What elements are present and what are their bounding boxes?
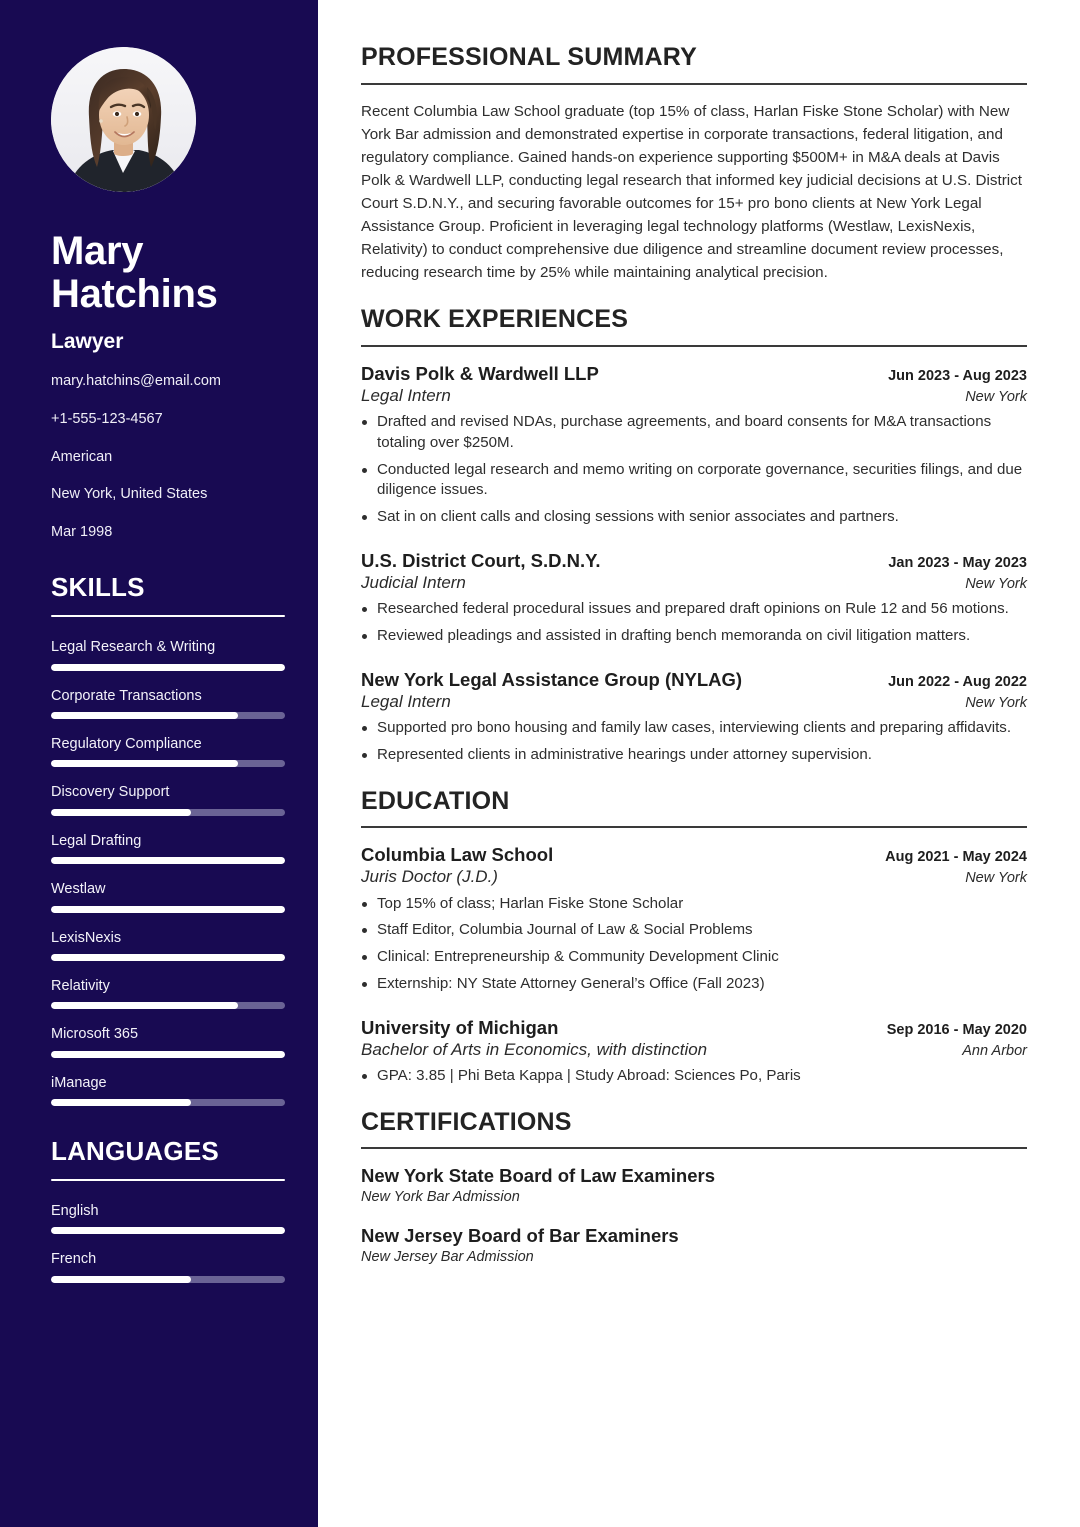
work-entry [361,549,1027,647]
skill-item [51,784,285,815]
education-entry-header [361,1016,1027,1039]
education-degree: Juris Doctor (J.D.) [361,867,498,887]
skill-level-fill [51,664,285,671]
contact-email: mary.hatchins@email.com [51,373,221,390]
skill-label: Corporate Transactions [51,687,202,704]
skill-level-bar [51,760,285,767]
skill-level-bar [51,1051,285,1058]
skill-level-fill [51,809,191,816]
summary-divider [361,83,1027,85]
avatar [51,47,196,192]
work-date-range: Jan 2023 - May 2023 [888,555,1027,572]
education-bullets [361,1066,1027,1087]
contact-birth-date: Mar 1998 [51,523,113,540]
certification-entry [361,1164,1027,1207]
work-entry [361,362,1027,528]
bullet-item: Clinical: Entrepreneurship & Community Development Clinic [361,947,1027,968]
work-location: New York [965,695,1027,712]
skill-item [51,1026,285,1057]
work-date-range: Jun 2022 - Aug 2022 [888,673,1027,690]
languages-heading: LANGUAGES [51,1136,219,1167]
skill-item [51,833,285,864]
work-entry-subheader [361,691,1027,713]
skill-level-fill [51,857,285,864]
summary-text: Recent Columbia Law School graduate (top 15% of class, Harlan Fiske Stone Scholar) with New York Bar admission and demonstrated expertise in corporate transactions, federal litigation, and regulatory compliance. Gained hands-on experience supporting $500M+ in M&A deals at Davis Polk & Wardwell LLP, conducting legal research that informed key judicial decisions at U.S. District Court S.D.N.Y., and securing favorable outcomes for 15+ pro bono clients at New York Legal Assistance Group. Proficient in leveraging legal technology platforms (Westlaw, LexisNexis, Relativity) to conduct comprehensive due diligence and streamline document review processes, reducing research time by 25% while maintaining analytical precision. [361,102,1022,282]
skill-level-bar [51,712,285,719]
job-title: Lawyer [51,330,124,354]
education-divider [361,826,1027,828]
skill-level-bar [51,906,285,913]
first-name: Mary [51,229,144,273]
work-entry-header [361,668,1027,691]
language-level-fill [51,1276,191,1283]
certifications-section [361,1109,1027,1267]
education-location: New York [965,870,1027,887]
work-location: New York [965,576,1027,593]
education-date-range: Aug 2021 - May 2024 [885,849,1027,866]
bullet-item: Drafted and revised NDAs, purchase agreements, and board consents for M&A transactions totaling over $250M. [361,412,1027,454]
skill-level-bar [51,1002,285,1009]
bullet-item: Represented clients in administrative hearings under attorney supervision. [361,745,1027,766]
work-entry-header [361,549,1027,572]
languages-list [51,1203,285,1283]
summary-section [361,44,1027,284]
skill-level-fill [51,1002,238,1009]
skill-level-fill [51,712,238,719]
bullet-item: GPA: 3.85 | Phi Beta Kappa | Study Abroad: Sciences Po, Paris [361,1066,1027,1087]
skill-level-bar [51,954,285,961]
skill-level-fill [51,760,238,767]
work-bullets [361,599,1027,647]
skill-level-fill [51,1051,285,1058]
skill-label: Regulatory Compliance [51,735,202,752]
contact-location: New York, United States [51,486,208,503]
work-role: Judicial Intern [361,573,466,593]
languages-divider [51,1179,285,1181]
contact-nationality: American [51,448,113,465]
work-heading: WORK EXPERIENCES [361,305,629,334]
bullet-item: Sat in on client calls and closing sessions with senior associates and partners. [361,507,1027,528]
skill-label: Microsoft 365 [51,1026,139,1043]
work-role: Legal Intern [361,385,451,405]
certification-subtitle: New Jersey Bar Admission [361,1249,534,1266]
bullet-item: Supported pro bono housing and family law cases, interviewing clients and preparing affidavits. [361,718,1027,739]
education-institution: University of Michigan [361,1016,559,1038]
education-entry [361,843,1027,995]
bullet-item: Conducted legal research and memo writing on corporate governance, securities filings, and due diligence issues. [361,460,1027,502]
education-entry-subheader [361,1039,1027,1061]
work-date-range: Jun 2023 - Aug 2023 [888,367,1027,384]
summary-heading: PROFESSIONAL SUMMARY [361,43,697,71]
skill-level-bar [51,664,285,671]
work-bullets [361,412,1027,528]
work-role: Legal Intern [361,692,451,712]
language-item [51,1251,285,1282]
bullet-item: Researched federal procedural issues and prepared draft opinions on Rule 12 and 56 motions. [361,599,1027,620]
last-name: Hatchins [51,272,218,317]
education-entry-subheader [361,866,1027,888]
skills-list [51,639,285,1106]
sidebar [0,0,318,1527]
work-organization: Davis Polk & Wardwell LLP [361,362,599,384]
bullet-item: Top 15% of class; Harlan Fiske Stone Scholar [361,894,1027,915]
certification-entry [361,1224,1027,1267]
skills-divider [51,615,285,617]
language-label: French [51,1251,97,1268]
contact-phone: +1-555-123-4567 [51,410,163,427]
skill-label: Westlaw [51,881,106,898]
education-location: Ann Arbor [962,1043,1027,1060]
education-heading: EDUCATION [361,786,510,815]
education-institution: Columbia Law School [361,844,554,866]
work-organization: New York Legal Assistance Group (NYLAG) [361,668,743,690]
skill-level-fill [51,906,285,913]
skills-heading: SKILLS [51,572,145,603]
skill-level-bar [51,809,285,816]
certification-subtitle: New York Bar Admission [361,1189,520,1206]
languages-section [51,1136,285,1283]
skill-label: LexisNexis [51,929,122,946]
portrait-photo-icon [51,47,196,192]
skill-label: Legal Drafting [51,832,142,849]
certifications-heading: CERTIFICATIONS [361,1107,572,1136]
language-level-bar [51,1276,285,1283]
skill-item [51,978,285,1009]
language-label: English [51,1203,99,1220]
work-location: New York [965,388,1027,405]
certification-name: New York State Board of Law Examiners [361,1165,716,1187]
page-title [51,230,285,316]
education-entry-header [361,843,1027,866]
education-degree: Bachelor of Arts in Economics, with distinction [361,1040,708,1060]
skill-level-bar [51,1099,285,1106]
skill-level-fill [51,1099,191,1106]
main-content [318,0,1080,1527]
work-entry [361,668,1027,766]
work-bullets [361,718,1027,766]
skill-label: Relativity [51,977,110,994]
language-level-fill [51,1227,285,1234]
education-date-range: Sep 2016 - May 2020 [886,1021,1027,1038]
skill-item [51,930,285,961]
work-organization: U.S. District Court, S.D.N.Y. [361,550,601,572]
education-entry [361,1016,1027,1087]
education-section [361,788,1027,1087]
skill-item [51,1075,285,1106]
bullet-item: Externship: NY State Attorney General’s Office (Fall 2023) [361,974,1027,995]
skill-item [51,688,285,719]
skill-item [51,639,285,670]
work-section [361,306,1027,766]
skills-section [51,572,285,1106]
work-entry-subheader [361,385,1027,407]
language-level-bar [51,1227,285,1234]
skill-label: Legal Research & Writing [51,639,216,656]
skill-label: iManage [51,1074,107,1091]
certification-name: New Jersey Board of Bar Examiners [361,1225,679,1247]
certifications-divider [361,1147,1027,1149]
language-item [51,1203,285,1234]
skill-level-fill [51,954,285,961]
skill-item [51,736,285,767]
skill-level-bar [51,857,285,864]
skill-item [51,881,285,912]
bullet-item: Reviewed pleadings and assisted in drafting bench memoranda on civil litigation matters. [361,626,1027,647]
work-entry-subheader [361,572,1027,594]
work-divider [361,345,1027,347]
bullet-item: Staff Editor, Columbia Journal of Law & Social Problems [361,920,1027,941]
education-bullets [361,894,1027,995]
skill-label: Discovery Support [51,784,170,801]
work-entry-header [361,362,1027,385]
